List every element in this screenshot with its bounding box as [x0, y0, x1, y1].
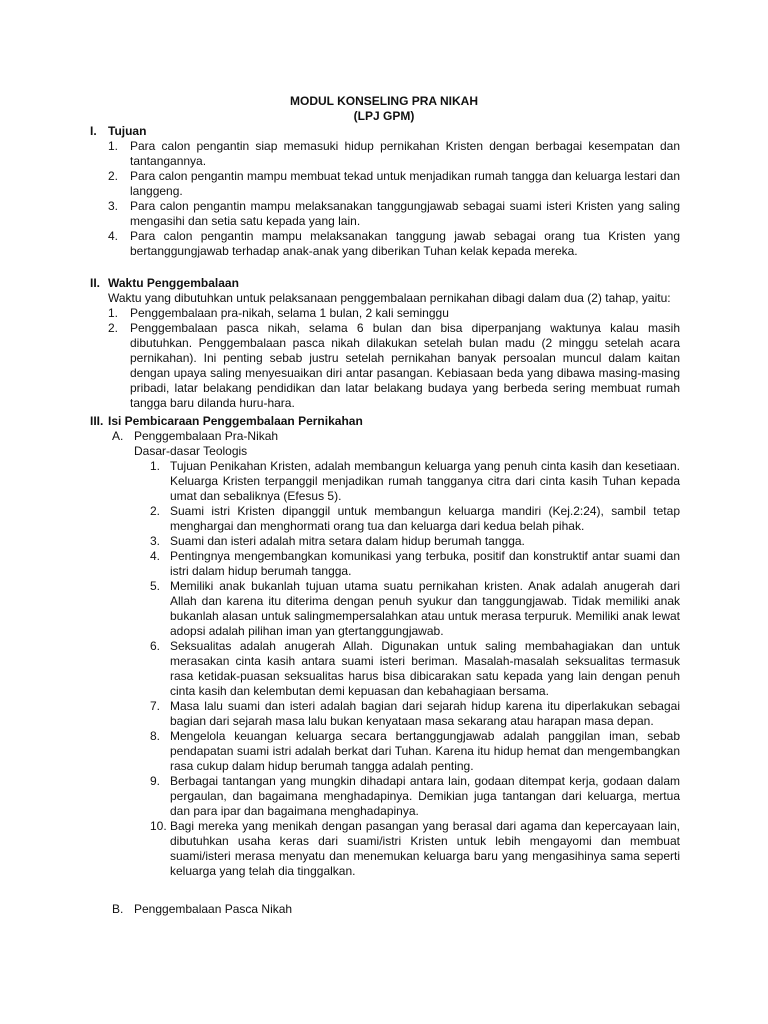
section-isi — [90, 414, 680, 879]
section-waktu — [90, 276, 680, 411]
list-item — [90, 229, 680, 259]
item-text: Pentingnya mengembangkan komunikasi yang terbuka, positif dan konstruktif antar suami dan istri dalam hidup berumah tangga. — [170, 549, 680, 578]
subsection-label: Penggembalaan Pra-Nikah — [134, 429, 279, 443]
item-text: Seksualitas adalah anugerah Allah. Digunakan untuk saling membahagiakan dan untuk merasakan cinta kasih antara suami isteri beriman. Masalah-masalah seksualitas termasuk rasa ketidak-puasan seksualitas harus bisa dibicarakan satu kepada yang lain dengan penuh cinta kasih dan kelembutan demi kepuasan dan kebahagiaan bersama. — [170, 639, 680, 698]
item-text: Suami dan isteri adalah mitra setara dalam hidup berumah tangga. — [170, 534, 525, 548]
item-number: 1. — [108, 139, 119, 153]
list-item — [90, 819, 680, 879]
list-item — [90, 306, 680, 321]
subsection-letter: B. — [112, 902, 124, 916]
list-item — [90, 729, 680, 774]
subsection-b-heading — [90, 902, 680, 917]
subsection-label: Penggembalaan Pasca Nikah — [134, 902, 293, 916]
section-number: I. — [90, 124, 97, 138]
section-title: Isi Pembicaraan Penggembalaan Pernikahan — [108, 414, 363, 428]
item-text: Suami istri Kristen dipanggil untuk membangun keluarga mandiri (Kej.2:24), sambil tetap menghargai dan menghormati orang tua dan keluarga dari kedua belah pihak. — [170, 504, 680, 533]
item-text: Memiliki anak bukanlah tujuan utama suatu pernikahan kristen. Anak adalah anugerah dari Allah dan karena itu diterima dengan penuh syukur dan tanggungjawab. Tidak memiliki anak bukanlah alasan untuk salingmempersalahkan atau untuk merasa terpuruk. Memiliki anak lewat adopsi adalah pilihan iman yan gtertanggungjawab. — [170, 579, 680, 638]
list-item — [90, 321, 680, 411]
list-item — [90, 579, 680, 639]
item-number: 10. — [150, 819, 167, 833]
section-intro: Waktu yang dibutuhkan untuk pelaksanaan penggembalaan pernikahan dibagi dalam dua (2) tahap, yaitu: — [108, 291, 671, 305]
item-number: 1. — [150, 459, 161, 473]
list-item — [90, 199, 680, 229]
subsection-b — [90, 902, 680, 917]
section-title: Tujuan — [108, 124, 147, 138]
item-number: 4. — [150, 549, 161, 563]
list-item — [90, 639, 680, 699]
item-number: 3. — [150, 534, 161, 548]
item-number: 8. — [150, 729, 161, 743]
item-text: Penggembalaan pasca nikah, selama 6 bulan dan bisa diperpanjang waktunya kalau masih dibutuhkan. Penggembalaan pasca nikah dilakukan setelah bulan madu (2 minggu setelah acara pernikahan). Ini penting sebab justru setelah pernikahan banyak persoalan muncul dalam kaitan dengan upaya saling menyesuaikan diri antar pasangan. Kebiasaan beda yang dibawa masing-masing pribadi, latar belakang pendidikan dan latar belakang budaya yang berbeda sering membuat rumah tangga baru dilanda huru-hara. — [130, 321, 680, 410]
item-number: 6. — [150, 639, 161, 653]
item-number: 2. — [108, 169, 119, 183]
section-heading — [90, 276, 680, 291]
section-title: Waktu Penggembalaan — [108, 276, 239, 290]
list-item — [90, 774, 680, 819]
item-number: 2. — [108, 321, 119, 335]
subsection-a-heading — [90, 429, 680, 444]
list-item — [90, 699, 680, 729]
item-number: 1. — [108, 306, 119, 320]
item-number: 4. — [108, 229, 119, 243]
item-text: Para calon pengantin mampu membuat tekad untuk menjadikan rumah tangga dan keluarga lestari dan langgeng. — [130, 169, 680, 198]
document-title — [0, 94, 768, 124]
item-number: 9. — [150, 774, 161, 788]
item-text: Tujuan Penikahan Kristen, adalah membangun keluarga yang penuh cinta kasih dan kesetiaan. Keluarga Kristen terpanggil menjadikan rumah tangganya citra dari cinta kasih Tuhan kepada umat dan sebaliknya (Efesus 5). — [170, 459, 680, 503]
item-text: Para calon pengantin mampu melaksanakan tanggungjawab sebagai suami isteri Kristen yang saling mengasihi dan setia satu kepada yang lain. — [130, 199, 680, 228]
item-text: Masa lalu suami dan isteri adalah bagian dari sejarah hidup karena itu diperlakukan sebagai bagian dari sejarah masa lalu bukan kenyataan masa sekarang atau harapan masa depan. — [170, 699, 680, 728]
section-number: III. — [90, 414, 104, 428]
item-text: Para calon pengantin mampu melaksanakan tanggung jawab sebagai orang tua Kristen yang bertanggungjawab terhadap anak-anak yang diberikan Tuhan kelak kepada mereka. — [130, 229, 680, 258]
section-tujuan — [90, 124, 680, 259]
list-item — [90, 549, 680, 579]
tujuan-list — [90, 139, 680, 259]
section-heading — [90, 414, 680, 429]
subsection-letter: A. — [112, 429, 124, 443]
item-text: Para calon pengantin siap memasuki hidup pernikahan Kristen dengan berbagai kesempatan dan tantangannya. — [130, 139, 680, 168]
list-item — [90, 459, 680, 504]
dasar-heading: Dasar-dasar Teologis — [134, 444, 248, 458]
item-text: Mengelola keuangan keluarga secara bertanggungjawab adalah panggilan iman, sebab pendapatan suami istri adalah berkat dari Tuhan. Karena itu hidup hemat dan mengembangkan rasa cukup dalam hidup berumah tangga adalah penting. — [170, 729, 680, 773]
waktu-list — [90, 306, 680, 411]
item-number: 2. — [150, 504, 161, 518]
dasar-list — [90, 459, 680, 879]
item-number: 3. — [108, 199, 119, 213]
list-item — [90, 139, 680, 169]
section-number: II. — [90, 276, 101, 290]
item-text: Berbagai tantangan yang mungkin dihadapi antara lain, godaan ditempat kerja, godaan dalam pergaulan, dan bagaimana menghadapinya. Demikian juga tantangan dari keluarga, mertua dan para ipar dan bagaimana menghadapinya. — [170, 774, 680, 818]
item-text: Penggembalaan pra-nikah, selama 1 bulan, 2 kali seminggu — [130, 306, 449, 320]
item-number: 5. — [150, 579, 161, 593]
list-item — [90, 169, 680, 199]
section-heading — [90, 124, 680, 139]
item-number: 7. — [150, 699, 161, 713]
title-line-1: MODUL KONSELING PRA NIKAH — [289, 94, 478, 108]
item-text: Bagi mereka yang menikah dengan pasangan yang berasal dari agama dan kepercayaan lain, dibutuhkan usaha keras dari suami/istri Kristen untuk lebih mengayomi dan membuat suami/isteri merasa menyatu dan menemukan keluarga baru yang mengasihinya sama seperti keluarga yang telah dia tinggalkan. — [170, 819, 680, 878]
title-line-2: (LPJ GPM) — [353, 109, 415, 123]
list-item — [90, 534, 680, 549]
list-item — [90, 504, 680, 534]
